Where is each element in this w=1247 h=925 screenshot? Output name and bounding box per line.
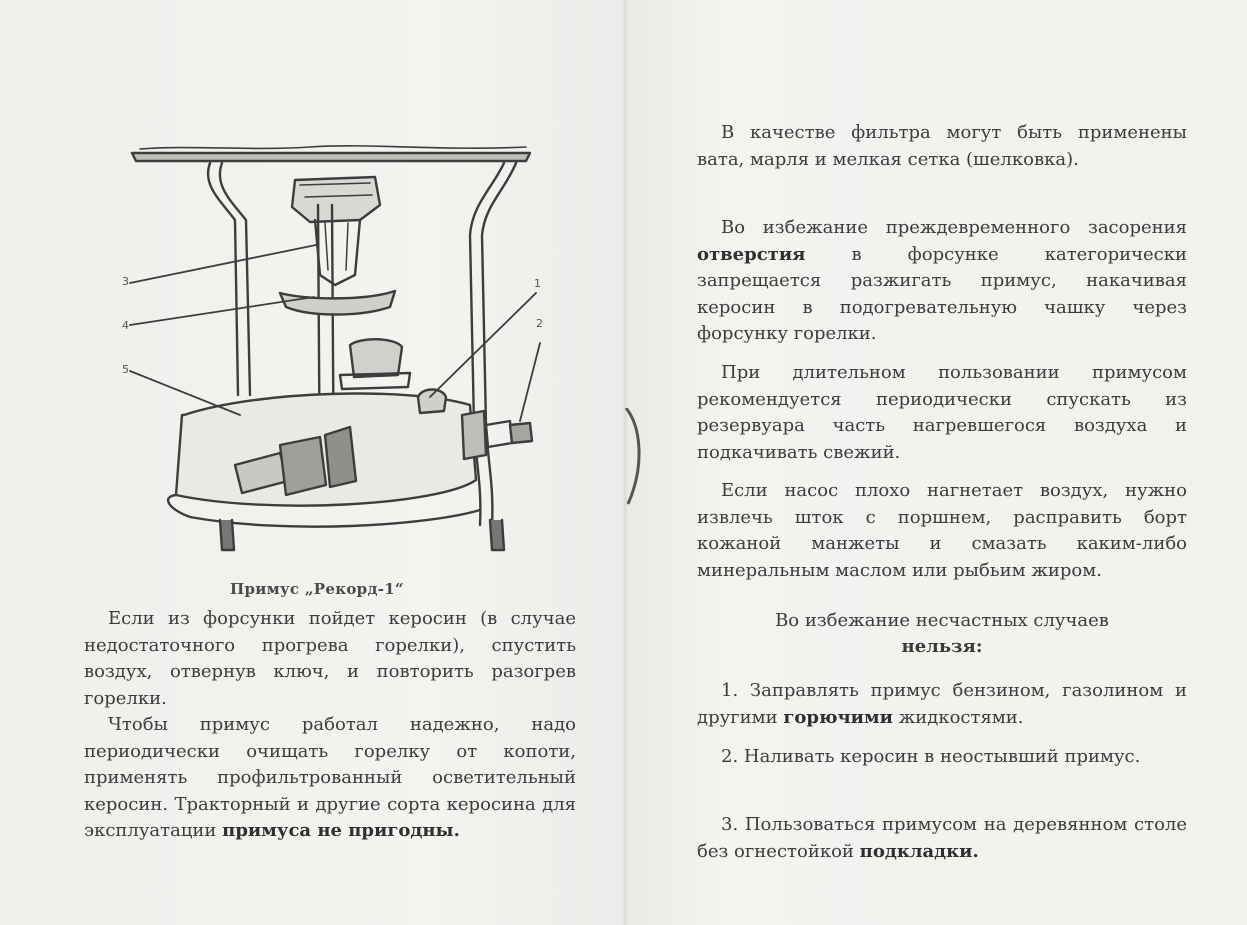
item-emphasis: горючими: [783, 706, 893, 728]
callout-5: 5: [122, 363, 129, 376]
callout-3: 3: [122, 275, 129, 288]
paragraph-kerosene-leak: [84, 606, 576, 712]
item-text: 2. Наливать керосин в неостывший примус.: [721, 746, 1141, 767]
item-text: 3. Пользоваться примусом на деревянном столе без огнестойкой: [697, 814, 1187, 862]
primus-stove-drawing: [110, 125, 560, 565]
binding-mark: [622, 408, 652, 508]
warning-item-2: [697, 744, 1187, 771]
paragraph-text: При длительном пользовании примусом рекомендуется периодически спускать из резервуара часть нагревшегося воздуха и подкачивать свежий.: [697, 362, 1187, 463]
paragraph-text: Если из форсунки пойдет керосин (в случае недостаточного прогрева горелки), спустить воздух, отвернув ключ, и повторить разогрев горелки.: [84, 608, 576, 709]
paragraph-maintenance: [84, 712, 576, 845]
paragraph-text: Чтобы примус работал надежно, надо периодически очищать горелку от копоти, применять профильтрованный осветительный керосин. Тракторный и другие сорта керосина для эксплуатации: [84, 714, 576, 841]
paragraph-text: в форсунке категорически запрещается разжигать примус, накачивая керосин в подогревательную чашку через форсунку горелки.: [697, 243, 1187, 344]
callout-2: 2: [536, 317, 543, 330]
paragraph-clogging: [697, 215, 1187, 348]
item-emphasis: подкладки.: [859, 840, 979, 862]
warning-line-1: Во избежание несчастных случаев: [775, 610, 1109, 631]
item-text: 1. Заправлять примус бензином, газолином и другими: [697, 680, 1187, 728]
paragraph-filter: [697, 120, 1187, 173]
paragraph-air-release: [697, 360, 1187, 466]
paragraph-text: В качестве фильтра могут быть применены вата, марля и мелкая сетка (шелковка).: [697, 122, 1187, 170]
item-text: жидкостями.: [898, 706, 1024, 728]
warning-heading: [697, 608, 1187, 660]
paragraph-text: Во избежание преждевременного засорения: [721, 217, 1187, 238]
paragraph-pump: [697, 478, 1187, 584]
callout-4: 4: [122, 319, 129, 332]
warning-line-2: нельзя:: [901, 636, 983, 657]
paragraph-text: Если насос плохо нагнетает воздух, нужно извлечь шток с поршнем, расправить борт кожаной манжеты и смазать каким-либо минеральным маслом или рыбьим жиром.: [697, 480, 1187, 581]
paragraph-emphasis: отверстия: [697, 243, 806, 265]
figure-caption: Примус „Рекорд-1“: [230, 580, 404, 598]
primus-illustration: [110, 125, 560, 565]
warning-item-3: [697, 812, 1187, 865]
warning-item-1: [697, 678, 1187, 731]
callout-1: 1: [534, 277, 541, 290]
paragraph-emphasis: примуса не пригодны.: [222, 820, 460, 841]
